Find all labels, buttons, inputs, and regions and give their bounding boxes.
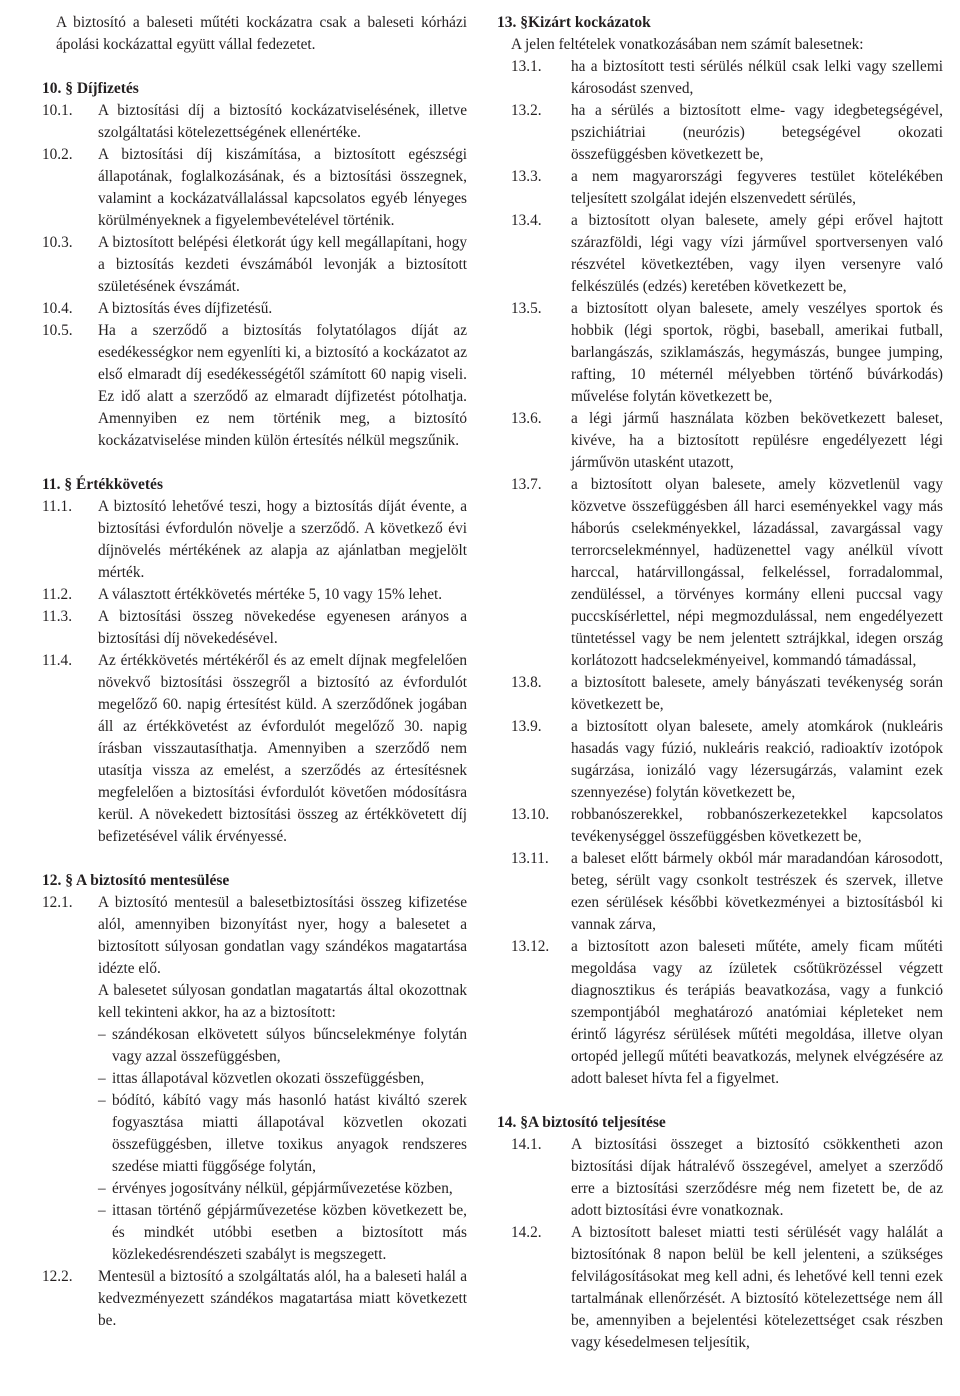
clause-13-4: 13.4. a biztosított olyan balesete, amely gépi erővel hajtott szárazföldi, légi vagy vízi járművel sportversenyen való részvétel következtében, vagy ilyen versenyre való felkészülés (edzés) keretében következett be, <box>511 212 943 295</box>
clause-13-7: 13.7. a biztosított olyan balesete, amely közvetlenül vagy közvetve összefüggésben áll harci eseményekkel vagy más háborús cselekményekkel, lázadással, zavargással vagy terrorcselekménnyel, hadüzenettel vagy anélkül vívott harccal, határvillongással, felkeléssel, forradalommal, zendüléssel, a törvényes kormány elleni puccsal vagy puccskísérlettel, népi megmozdulással, nem engedélyezett tüntetéssel vagy be nem jelentett sztrájkkal, idegen ország korlátozott hadcselekményeivel, kommandó támadással, <box>511 476 943 669</box>
clause-11-2: 11.2. A választott értékkövetés mértéke 5, 10 vagy 15% lehet. <box>42 586 443 603</box>
clause-11-3: 11.3. A biztosítási összeg növekedése egyenesen arányos a biztosítási díj növekedésével. <box>42 608 467 647</box>
clause-13-9: 13.9. a biztosított olyan balesete, amely atomkárok (nukleáris hasadás vagy fúzió, nukleáris reakció, radioaktív izotópok sugárzása, ionizáló vagy lézersugárzás, valamint ezek szennyezése) folytán következett be, <box>511 718 943 801</box>
clause-13-8: 13.8. a biztosított balesete, amely bányászati tevékenység során következett be, <box>511 674 943 713</box>
clause-10-3: 10.3. A biztosított belépési életkorát úgy kell megállapítani, hogy a biztosítás kezdeti évszámából levonják a biztosított születésének évszámát. <box>42 234 467 295</box>
clause-10-5: 10.5. Ha a szerződő a biztosítás folytatólagos díját az esedékességkor nem egyenlíti ki, a biztosító a kockázatot az első elmaradt díj esedékességétől számított 60 napig viseli. Ez idő alatt a szerződő az elmaradt díjfizetést pótolhatja. Amennyiben ez nem történik meg, a biztosító kockázatviselése minden külön értesítés nélkül megszűnik. <box>42 322 467 449</box>
clause-12-1: 12.1. A biztosító mentesül a balesetbiztosítási összeg kifizetése alól, amennyiben bizonyítást nyer, hogy a balesetet a biztosított súlyosan gondatlan vagy szándékos magatartása idézte elő. A balesetet súlyosan gondatlan magatartás által okozottnak kell tekinteni akkor, ha az a biztosított: – szándékosan elkövetett súlyos bűncselekménye folytán vagy azzal összefüggésben, – ittas állapotával közvetlen okozati összefüggésben, – bódító, kábító vagy más hasonló hatást kiváltó szerek fogyasztása miatti állapotával közvetlen okozati összefüggésben, illetve toxikus anyagok rendszeres szedése miatti függősége folytán, – érvényes jogosítvány nélkül, gépjárművezetése közben, – ittasan történő gépjárművezetése közben következett be, és mindkét utóbbi esetben a biztosított más közlekedésrendészeti szabályt is megszegett. <box>42 892 467 1266</box>
section-14-heading: 14. §A biztosító teljesítése <box>497 1114 666 1131</box>
section-10-heading: 10. § Díjfizetés <box>42 80 139 97</box>
intro-paragraph: A biztosító a baleseti műtéti kockázatra csak a baleseti kórházi ápolási kockázattal együtt vállal fedezetet. <box>56 14 467 53</box>
left-column <box>42 12 467 1332</box>
section-13-items <box>511 56 943 1090</box>
section-13-heading: 13. §Kizárt kockázatok <box>497 14 651 31</box>
clause-11-1: 11.1. A biztosító lehetővé teszi, hogy a biztosítás díját évente, a biztosítási évfordulón növelje a szerződő. A következő évi díjnövelés mértékének az alapja az ajánlatban megjelölt mérték. <box>42 498 467 581</box>
bullet-item: – ittas állapotával közvetlen okozati összefüggésben, <box>98 1070 425 1087</box>
clause-13-2: 13.2. ha a sérülés a biztosított elme- vagy idegbetegségével, pszichiátriai (neurózis) betegségével okozati összefüggésben következett be, <box>511 102 943 163</box>
clause-12-2: 12.2. Mentesül a biztosító a szolgáltatás alól, ha a baleseti halál a kedvezményezett szándékos magatartása miatt következett be. <box>42 1268 467 1329</box>
section-13-intro: A jelen feltételek vonatkozásában nem számít balesetnek: <box>511 36 864 53</box>
clause-13-10: 13.10. robbanószerekkel, robbanószerkezetekkel kapcsolatos tevékenységgel összefüggésben következett be, <box>511 806 943 845</box>
right-column <box>497 12 943 1354</box>
bullet-item: – szándékosan elkövetett súlyos bűncselekménye folytán vagy azzal összefüggésben, <box>98 1026 467 1065</box>
section-11-heading: 11. § Értékkövetés <box>42 476 163 493</box>
clause-13-3: 13.3. a nem magyarországi fegyveres testület kötelékében teljesített szolgálat idején elszenvedett sérülés, <box>511 168 943 207</box>
clause-13-12: 13.12. a biztosított azon baleseti műtéte, amely ficam műtéti megoldása vagy az ízületek csőtükrözéssel végzett diagnosztikus és terápiás beavatkozása, vagy a funkció szempontjából meghatározó anatómiai képleteket nem érintő lágyrész sérülések műtéti megoldása, illetve olyan ortopéd jellegű műtéti beavatkozás, melynek elvégzésére az adott baleset hívta fel a figyelmet. <box>511 938 943 1087</box>
clause-10-1: 10.1. A biztosítási díj a biztosító kockázatviselésének, illetve szolgáltatási kötelezettségének ellenértéke. <box>42 102 467 141</box>
clause-13-11: 13.11. a baleset előtt bármely okból már maradandóan károsodott, beteg, sérült vagy csonkolt testrészek és szervek, illetve ezen sérülések későbbi következményei a biztosításból ki vannak zárva, <box>511 850 943 933</box>
clause-10-2: 10.2. A biztosítási díj kiszámítása, a biztosított egészségi állapotának, foglalkozásának, és a biztosítási összegnek, valamint a kockázatvállalással kapcsolatos egyéb lényeges körülményeknek a figyelembevételével történik. <box>42 146 467 229</box>
section-12-items <box>42 892 467 1332</box>
clause-11-4: 11.4. Az értékkövetés mértékéről és az emelt díjnak megfelelően növekvő biztosítási összegről a biztosító az évfordulót megelőző 60. napig értesítést küld. A szerződőnek jogában áll az értékkövetést az évfordulót megelőző 30. napig írásban visszautasíthatja. Amennyiben a szerződő nem utasítja vissza az emelést, a szerződés az értesítésnek megfelelően a biztosítási évfordulót követően módosításra kerül. A növekedett biztosítási összeg az értékkövetett díj befizetésével válik érvényessé. <box>42 652 467 845</box>
clause-13-6: 13.6. a légi jármű használata közben bekövetkezett baleset, kivéve, ha a biztosított repülésre engedélyezett légi járművön utasként utazott, <box>511 410 943 471</box>
clause-12-1-para2: A balesetet súlyosan gondatlan magatartás által okozottnak kell tekinteni akkor, ha az a biztosított: <box>98 982 467 1021</box>
bullet-item: – érvényes jogosítvány nélkül, gépjárművezetése közben, <box>98 1180 453 1197</box>
section-11-items <box>42 496 467 848</box>
clause-10-4: 10.4. A biztosítás éves díjfizetésű. <box>42 300 273 317</box>
clause-12-1-text: A biztosító mentesül a balesetbiztosítási összeg kifizetése alól, amennyiben bizonyítást nyer, hogy a balesetet a biztosított súlyosan gondatlan vagy szándékos magatartása idézte elő. <box>98 894 467 977</box>
clause-14-1: 14.1. A biztosítási összeget a biztosító csökkentheti azon biztosítási díjak hátralévő összegével, amelyet a szerződő erre a biztosítási szerződésre még nem fizetett be, de az adott biztosítási évre vonatkoznak. <box>511 1136 943 1219</box>
clause-14-2: 14.2. A biztosított baleset miatti testi sérülését vagy halálát a biztosítónak 8 napon belül be kell jelenteni, a szükséges felvilágosításokat meg kell adni, és lehetővé kell tenni ezek tartalmának ellenőrzését. A biztosító kötelezettsége nem áll be, amennyiben a bejelentési kötelezettséget csak részben vagy késedelmesen teljesítik, <box>511 1224 943 1351</box>
clause-13-1: 13.1. ha a biztosított testi sérülés nélkül csak lelki vagy szellemi károsodást szenved, <box>511 58 943 97</box>
clause-13-5: 13.5. a biztosított olyan balesete, amely veszélyes sportok és hobbik (légi sportok, rögbi, baseball, amerikai futball, barlangászás, sziklamászás, hegymászás, bungee jumping, rafting, 10 méternél mélyebben történő búvárkodás) művelése folytán következett be, <box>511 300 943 405</box>
section-12-heading: 12. § A biztosító mentesülése <box>42 872 230 889</box>
section-10-items <box>42 100 467 452</box>
bullet-item: – ittasan történő gépjárművezetése közben következett be, és mindkét utóbbi esetben a biztosított más közlekedésrendészeti szabályt is megszegett. <box>98 1202 467 1263</box>
section-14-items <box>511 1134 943 1354</box>
bullet-item: – bódító, kábító vagy más hasonló hatást kiváltó szerek fogyasztása miatti állapotával közvetlen okozati összefüggésben, illetve toxikus anyagok rendszeres szedése miatti függősége folytán, <box>98 1092 467 1175</box>
